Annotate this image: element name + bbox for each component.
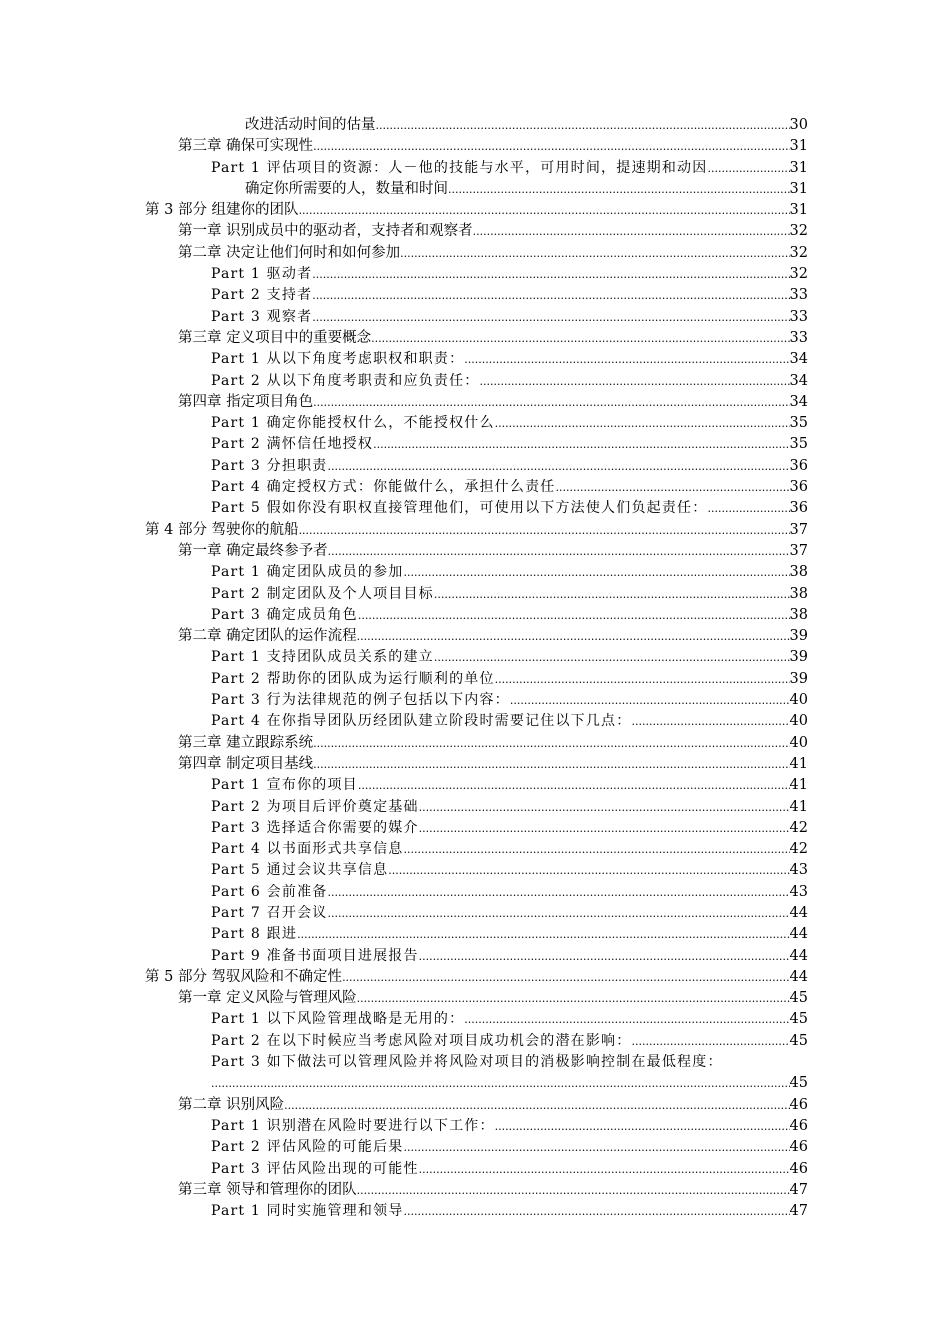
dot-leader (211, 1073, 790, 1094)
toc-section-entry[interactable] (0, 797, 950, 818)
toc-page-number: 44 (789, 926, 808, 943)
toc-entry-title: 第一章 确定最终参予者 (178, 542, 328, 559)
toc-entry-title: Part 1 以下风险管理战略是无用的： (211, 1011, 465, 1028)
toc-page-number: 33 (789, 287, 808, 304)
dot-leader (313, 392, 789, 413)
toc-page-number: 40 (789, 713, 808, 730)
toc-entry-title: Part 3 行为法律规范的例子包括以下内容： (211, 692, 510, 709)
toc-page-number: 45 (789, 990, 808, 1007)
toc-entry-title: Part 3 确定成员角色 (211, 606, 358, 623)
toc-section-entry[interactable] (0, 498, 950, 519)
toc-page-number: 43 (789, 883, 808, 900)
dot-leader (357, 626, 790, 647)
toc-page-number: 38 (789, 585, 808, 602)
toc-chapter-entry[interactable] (0, 626, 950, 647)
toc-section-entry[interactable] (0, 264, 950, 285)
toc-section-entry[interactable] (0, 903, 950, 924)
dot-leader (297, 924, 789, 945)
toc-entry-title: 改进活动时间的估量 (245, 117, 376, 133)
toc-entry-title: Part 2 制定团队及个人项目目标 (211, 585, 434, 602)
toc-section-entry[interactable] (0, 1009, 950, 1030)
toc-entry-title: Part 1 识别潜在风险时要进行以下工作： (211, 1117, 495, 1134)
dot-leader (313, 754, 789, 775)
toc-entry-title: Part 3 如下做法可以管理风险并将风险对项目的消极影响控制在最低程度： (211, 1054, 723, 1071)
toc-section-entry[interactable] (0, 413, 950, 434)
dot-leader (555, 477, 789, 498)
dot-leader (388, 860, 789, 881)
toc-entry-title: Part 3 观察者 (211, 308, 313, 325)
toc-section-entry[interactable] (0, 882, 950, 903)
toc-entry-title: Part 2 从以下角度考职责和应负责任： (211, 372, 480, 389)
toc-section-entry[interactable] (0, 477, 950, 498)
toc-entry-title: 第一章 定义风险与管理风险 (178, 990, 357, 1007)
toc-entry-title: Part 1 评估项目的资源：人－他的技能与水平，可用时间，提速期和动因 (211, 159, 708, 176)
table-of-contents (0, 115, 950, 1222)
toc-entry-title: 第 4 部分 驾驶你的航船 (145, 521, 299, 538)
dot-leader (434, 584, 790, 605)
toc-subsection-entry[interactable] (0, 179, 950, 200)
toc-section-entry[interactable] (0, 860, 950, 881)
toc-section-entry[interactable] (0, 456, 950, 477)
toc-chapter-entry[interactable] (0, 221, 950, 242)
toc-part-entry[interactable] (0, 200, 950, 221)
toc-page-number: 39 (789, 670, 808, 687)
toc-section-entry[interactable] (0, 924, 950, 945)
toc-section-entry[interactable] (0, 371, 950, 392)
toc-page-number: 46 (789, 1117, 808, 1134)
toc-section-entry[interactable] (0, 818, 950, 839)
toc-page-number: 31 (789, 159, 808, 176)
toc-section-entry[interactable] (0, 775, 950, 796)
dot-leader (631, 711, 789, 732)
dot-leader (403, 839, 789, 860)
toc-chapter-entry[interactable] (0, 988, 950, 1009)
toc-page-number: 45 (789, 1011, 808, 1028)
toc-section-entry[interactable] (0, 647, 950, 668)
toc-section-entry[interactable] (0, 1116, 950, 1137)
dot-leader (299, 200, 790, 221)
toc-page-number: 33 (789, 308, 808, 325)
dot-leader (327, 903, 789, 924)
toc-entry-title: Part 1 支持团队成员关系的建立 (211, 649, 434, 666)
dot-leader (479, 371, 789, 392)
toc-chapter-entry[interactable] (0, 136, 950, 157)
toc-chapter-entry[interactable] (0, 1095, 950, 1116)
toc-section-entry[interactable] (0, 839, 950, 860)
toc-chapter-entry[interactable] (0, 1180, 950, 1201)
toc-chapter-entry[interactable] (0, 243, 950, 264)
toc-page-number: 30 (789, 117, 808, 133)
dot-leader (371, 328, 789, 349)
toc-page-number: 39 (789, 649, 808, 666)
toc-section-entry[interactable] (0, 584, 950, 605)
dot-leader (400, 243, 789, 264)
dot-leader (328, 541, 790, 562)
toc-entry-title: 第 3 部分 组建你的团队 (145, 202, 299, 219)
toc-entry-title: 第三章 确保可实现性 (178, 138, 314, 155)
toc-section-entry[interactable] (0, 158, 950, 179)
dot-leader (495, 1116, 790, 1137)
toc-chapter-entry[interactable] (0, 328, 950, 349)
toc-entry-title: Part 2 在以下时候应当考虑风险对项目成功机会的潜在影响： (211, 1032, 632, 1049)
toc-page-number: 40 (789, 734, 808, 751)
dot-leader (495, 669, 790, 690)
toc-subsection-entry[interactable] (0, 115, 950, 136)
toc-page-number: 43 (789, 862, 808, 879)
toc-section-entry[interactable] (0, 1052, 950, 1073)
toc-entry-title: Part 1 驱动者 (211, 266, 313, 283)
toc-page-number: 31 (789, 202, 808, 219)
toc-page-number: 41 (789, 755, 808, 772)
toc-entry-title: 第 5 部分 驾驭风险和不确定性 (145, 968, 343, 985)
toc-page-number: 39 (789, 628, 808, 645)
dot-leader (419, 797, 790, 818)
toc-section-entry[interactable] (0, 562, 950, 583)
dot-leader (376, 115, 790, 136)
toc-page-number: 36 (789, 500, 808, 517)
dot-leader (403, 562, 789, 583)
dot-leader (403, 1137, 789, 1158)
toc-section-entry[interactable] (0, 1031, 950, 1052)
toc-page-number: 33 (789, 329, 808, 346)
toc-entry-title: Part 2 支持者 (211, 287, 313, 304)
dot-leader (313, 733, 789, 754)
toc-entry-title: Part 5 通过会议共享信息 (211, 862, 389, 879)
toc-page-number: 41 (789, 798, 808, 815)
toc-entry-title: 第三章 定义项目中的重要概念 (178, 329, 372, 346)
toc-page-number: 31 (789, 180, 808, 197)
dot-leader (312, 307, 789, 328)
dot-leader (464, 1009, 789, 1030)
toc-section-entry[interactable] (0, 690, 950, 711)
toc-page-number: 36 (789, 479, 808, 496)
dot-leader (327, 882, 789, 903)
toc-entry-title: Part 1 从以下角度考虑职权和职责： (211, 351, 465, 368)
dot-leader (510, 690, 790, 711)
toc-entry-title: Part 2 满怀信任地授权 (211, 436, 374, 453)
toc-entry-title: 第四章 指定项目角色 (178, 393, 314, 410)
toc-part-entry[interactable] (0, 967, 950, 988)
toc-entry-title: Part 4 确定授权方式：你能做什么，承担什么责任 (211, 479, 556, 496)
toc-entry-title: Part 8 跟进 (211, 926, 298, 943)
dot-leader (448, 179, 790, 200)
toc-entry-title: Part 3 评估风险出现的可能性 (211, 1160, 419, 1177)
dot-leader (434, 647, 790, 668)
toc-page-number: 38 (789, 606, 808, 623)
toc-entry-title: 第一章 识别成员中的驱动者，支持者和观察者 (178, 223, 473, 240)
toc-page-number: 41 (789, 777, 808, 794)
dot-leader (357, 1180, 790, 1201)
toc-page-number: 37 (789, 521, 808, 538)
toc-section-entry[interactable] (0, 669, 950, 690)
toc-page-number: 31 (789, 138, 808, 155)
toc-section-entry[interactable] (0, 946, 950, 967)
toc-entry-title: 第二章 决定让他们何时和如何参加 (178, 244, 401, 261)
toc-page-number: 44 (789, 968, 808, 985)
toc-page-number: 32 (789, 266, 808, 283)
dot-leader (419, 1159, 790, 1180)
dot-leader (313, 136, 789, 157)
toc-page-number: 36 (789, 457, 808, 474)
toc-section-entry[interactable] (0, 1201, 950, 1222)
toc-chapter-entry[interactable] (0, 733, 950, 754)
toc-page-number: 46 (789, 1096, 808, 1113)
toc-chapter-entry[interactable] (0, 541, 950, 562)
toc-page-number: 37 (789, 542, 808, 559)
toc-entry-title: Part 3 分担职责 (211, 457, 328, 474)
toc-entry-title: 第二章 识别风险 (178, 1096, 285, 1113)
toc-section-entry[interactable] (0, 1159, 950, 1180)
toc-entry-title: Part 1 确定团队成员的参加 (211, 564, 404, 581)
toc-section-entry[interactable] (0, 307, 950, 328)
toc-section-entry[interactable] (0, 434, 950, 455)
dot-leader (327, 456, 789, 477)
dot-leader (357, 988, 790, 1009)
dot-leader (358, 775, 790, 796)
toc-entry-title: Part 2 评估风险的可能后果 (211, 1139, 404, 1156)
toc-page-number: 32 (789, 244, 808, 261)
toc-entry-title: Part 6 会前准备 (211, 883, 328, 900)
toc-page-number: 47 (789, 1203, 808, 1220)
toc-page-number: 44 (789, 904, 808, 921)
toc-page-number: 35 (789, 436, 808, 453)
toc-entry-title: Part 2 为项目后评价奠定基础 (211, 798, 419, 815)
toc-chapter-entry[interactable] (0, 754, 950, 775)
dot-leader (312, 285, 789, 306)
toc-entry-title: 第二章 确定团队的运作流程 (178, 628, 357, 645)
toc-section-entry[interactable] (0, 1137, 950, 1158)
toc-entry-title: Part 1 宣布你的项目 (211, 777, 358, 794)
toc-part-entry[interactable] (0, 520, 950, 541)
toc-page-number: 40 (789, 692, 808, 709)
toc-page-number: 32 (789, 223, 808, 240)
toc-entry-title: Part 4 以书面形式共享信息 (211, 841, 404, 858)
dot-leader (707, 158, 789, 179)
dot-leader (299, 520, 790, 541)
dot-leader (473, 221, 790, 242)
dot-leader (464, 349, 789, 370)
dot-leader (419, 946, 790, 967)
toc-page-number: 44 (789, 947, 808, 964)
toc-page-number: 42 (789, 819, 808, 836)
dot-leader (403, 1201, 789, 1222)
dot-leader (419, 818, 790, 839)
toc-entry-title: Part 5 假如你没有职权直接管理他们，可使用以下方法使人们负起责任： (211, 500, 708, 517)
toc-page-number: 45 (789, 1075, 808, 1092)
toc-chapter-entry[interactable] (0, 392, 950, 413)
toc-entry-title: Part 3 选择适合你需要的媒介 (211, 819, 419, 836)
toc-section-entry[interactable] (0, 285, 950, 306)
dot-leader (312, 264, 789, 285)
toc-entry-title: Part 1 同时实施管理和领导 (211, 1203, 404, 1220)
toc-entry-title: 第三章 建立跟踪系统 (178, 734, 314, 751)
dot-leader (358, 605, 790, 626)
toc-page-number: 34 (789, 351, 808, 368)
dot-leader (707, 498, 789, 519)
toc-entry-title: 确定你所需要的人，数量和时间 (245, 180, 448, 197)
toc-section-entry[interactable] (0, 711, 950, 732)
toc-page-number: 34 (789, 372, 808, 389)
toc-page-number: 45 (789, 1032, 808, 1049)
toc-page-number: 38 (789, 564, 808, 581)
toc-entry-title: Part 1 确定你能授权什么，不能授权什么 (211, 415, 495, 432)
toc-entry-title: Part 4 在你指导团队历经团队建立阶段时需要记住以下几点： (211, 713, 632, 730)
toc-page-number: 35 (789, 415, 808, 432)
dot-leader (342, 967, 789, 988)
toc-section-entry[interactable] (0, 605, 950, 626)
toc-section-entry[interactable] (0, 349, 950, 370)
toc-page-number: 34 (789, 393, 808, 410)
toc-entry-title: Part 7 召开会议 (211, 904, 328, 921)
dot-leader (373, 434, 789, 455)
toc-page-number: 46 (789, 1139, 808, 1156)
toc-entry-title: 第三章 领导和管理你的团队 (178, 1181, 357, 1198)
dot-leader (495, 413, 790, 434)
toc-entry-title: Part 2 帮助你的团队成为运行顺利的单位 (211, 670, 495, 687)
toc-continuation-entry[interactable] (0, 1073, 950, 1094)
dot-leader (631, 1031, 789, 1052)
dot-leader (284, 1095, 789, 1116)
toc-page-number: 42 (789, 841, 808, 858)
toc-entry-title: 第四章 制定项目基线 (178, 755, 314, 772)
toc-page-number: 46 (789, 1160, 808, 1177)
toc-page-number: 47 (789, 1181, 808, 1198)
toc-entry-title: Part 9 准备书面项目进展报告 (211, 947, 419, 964)
